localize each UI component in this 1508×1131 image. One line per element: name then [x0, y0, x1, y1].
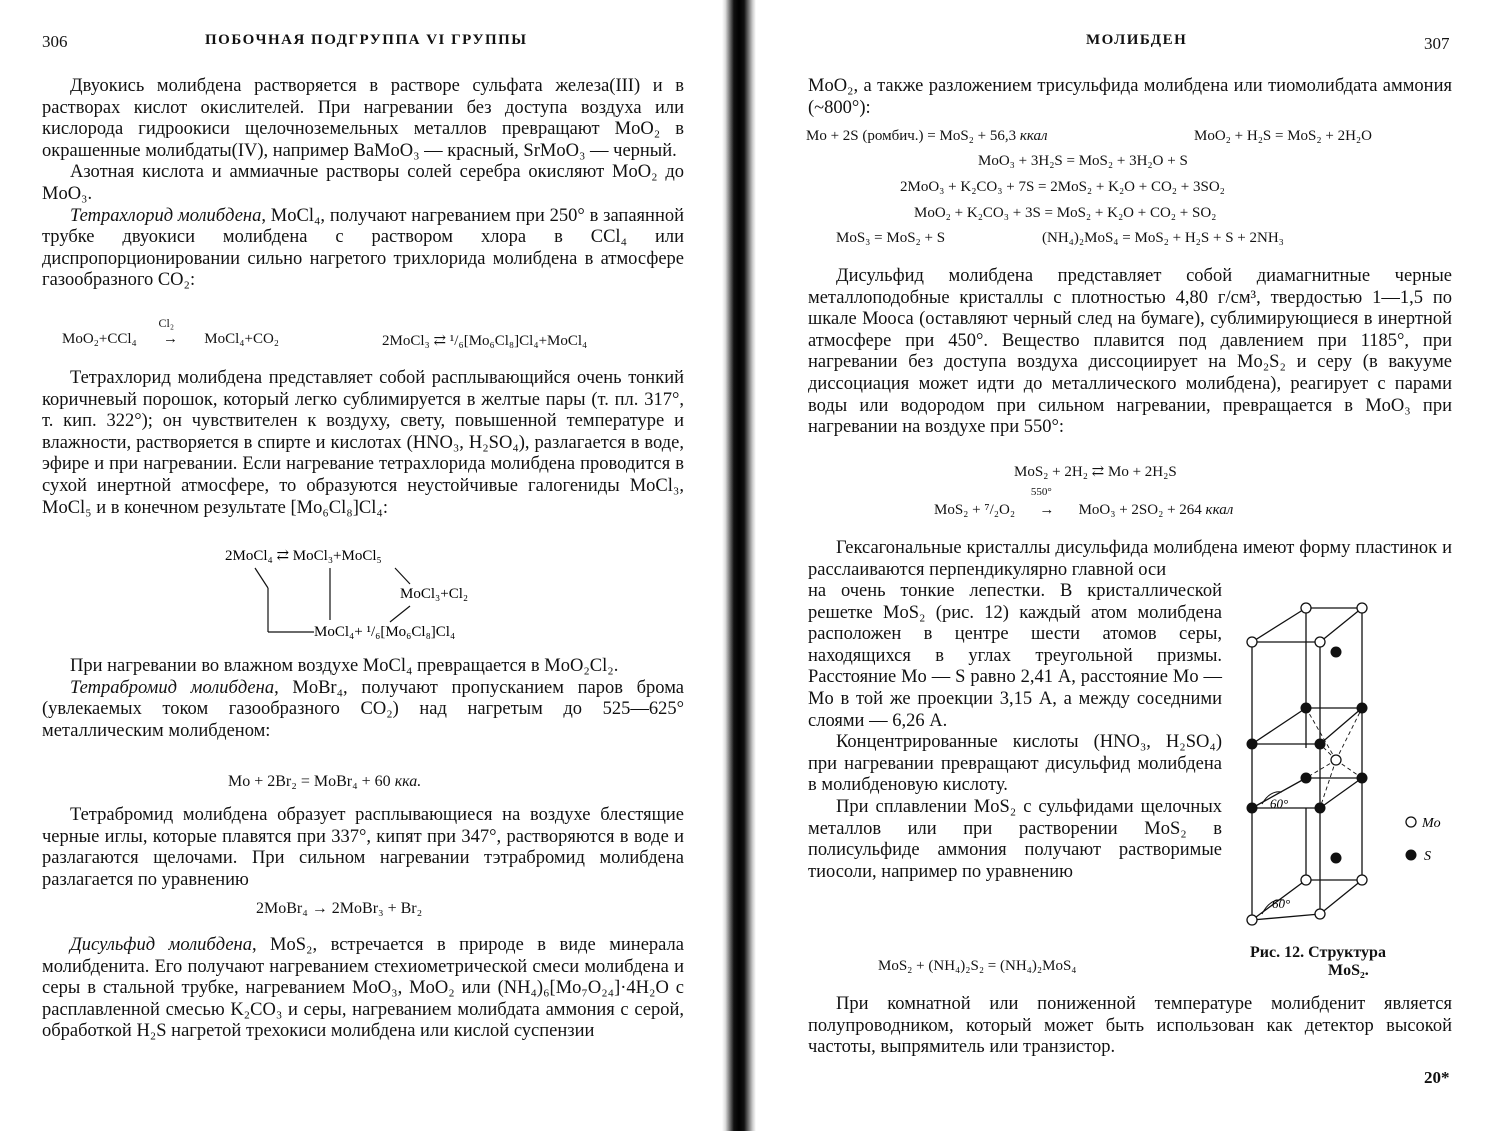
term: Тетрабромид молибдена	[70, 677, 275, 698]
legend-s-label: S	[1424, 849, 1431, 864]
equation-c: MoO₃ + 3H₂S = MoS₂ + 3H₂O + S	[978, 153, 1188, 169]
term: Дисульфид молибдена	[70, 935, 252, 955]
paragraph: При сплавлении MoS₂ с сульфидами щелочных металлов или при растворении MoS₂ в полисульфиде аммония получают растворимые тиосоли, например по уравнению	[808, 796, 1222, 882]
mo-atoms	[1247, 603, 1367, 925]
eq-lhs: MoS₂ + ⁷/₂O₂	[934, 502, 1016, 518]
s-legend-marker	[1406, 850, 1417, 861]
paragraph: MoO₂, а также разложением трисульфида молибдена или тиомолибдата аммония (~800°):	[808, 76, 1452, 118]
prism-edges	[1252, 608, 1362, 920]
signature-mark: 20*	[1424, 1068, 1450, 1087]
eq-unit: ккал	[1019, 128, 1048, 144]
equation-f: MoS₃ = MoS₂ + S	[836, 230, 946, 246]
paragraph-text: , MoS₂, встречается в природе в виде минерала молибденита. Его получают нагреванием стехиометрической смеси молибдена и серы в стальной трубке, нагреванием MoO₃, MoO₂ или (NH₄)₆[Mo₇O₂₄]·4H₂O с расплавленной смесью K₂CO₃ и серы, нагреванием молибдата аммония с серой, обработкой H₂S нагретой трехокиси молибдена или кислой суспензии	[42, 935, 684, 1042]
angle-label-top: 60°	[1270, 796, 1289, 811]
right-page	[756, 0, 1508, 1131]
running-head: ПОБОЧНАЯ ПОДГРУППА VI ГРУППЫ	[205, 32, 528, 48]
equation-a	[806, 128, 1048, 145]
eq-rhs: MoO₃ + 2SO₂ + 264	[1078, 502, 1202, 518]
left-text-block-2	[42, 368, 684, 519]
eq-lhs: MoO₂+CCl₄	[62, 331, 137, 347]
scheme-line-3: MoCl₄+ ¹/₆[Mo₆Cl₈]Cl₄	[314, 624, 456, 640]
eq-unit: ккал	[1205, 502, 1234, 518]
paragraph: Гексагональные кристаллы дисульфида молибдена имеют форму пластинок и расслаиваются перпендикулярно главной оси	[808, 538, 1452, 580]
book-gutter	[722, 0, 756, 1131]
equation-i	[934, 486, 1234, 519]
running-head: МОЛИБДЕН	[1086, 32, 1188, 48]
mos2-structure-figure	[1240, 592, 1462, 940]
left-text-block-5	[42, 935, 684, 1043]
right-text-block-4	[808, 581, 1222, 883]
paragraph: на очень тонкие лепестки. В кристаллической решетке MoS₂ (рис. 12) каждый атом молибдена расположен в центре шести атомов серы, находящихся в углах треугольной призмы. Расстояние Mo — S равно 2,41 A, расстояние Mo — Mo в той же проекции 3,15 A, а между соседними слоями — 6,26 A.	[808, 581, 1222, 731]
catalyst-label: Cl₂	[158, 316, 175, 330]
equation-j: MoS₂ + (NH₄)₂S₂ = (NH₄)₂MoS₄	[878, 958, 1077, 974]
equation-mobr4	[228, 773, 421, 791]
paragraph: Двуокись молибдена растворяется в растворе сульфата железа(III) и в растворах кислот окислителей. При нагревании без доступа воздуха или кислорода гидроокиси щелочноземельных металлов превращают MoO₂ в окрашенные молибдаты(IV), например BaMoO₃ — красный, SrMoO₃ — черный.	[42, 76, 684, 161]
page-number: 307	[1424, 34, 1450, 53]
paragraph	[42, 678, 684, 743]
equation-h: MoS₂ + 2H₂ ⇄ Mo + 2H₂S	[1014, 464, 1177, 480]
left-text-block-3	[42, 656, 684, 742]
paragraph-text: , MoCl₄, получают нагреванием при 250° в запаянной трубке двуокиси молибдена с раствором хлора в CCl₄ или диспропорционировании сильно нагретого трихлорида молибдена в атмосфере газообразного CO₂:	[42, 205, 685, 291]
paragraph: Тетрахлорид молибдена представляет собой расплывающийся очень тонкий коричневый порошок, который легко сублимируется в желтые пары (т. пл. 317°, т. кип. 322°); он чувствителен к воздуху, свету, повышенной температуре и влажности, растворяется в спирте и кислотах (HNO₃, H₂SO₄), разлагается в воде, эфире и при нагревании. Если нагревание тетрахлорида молибдена проводится в сухой инертной атмосфере, то образуются неустойчивые галогениды MoCl₃, MoCl₅ и в конечном результате [Mo₆Cl₈]Cl₄:	[42, 368, 684, 518]
paragraph: При комнатной или пониженной температуре молибденит является полупроводником, который может быть использован как детектор высокой частоты, выпрямитель или транзистор.	[808, 994, 1452, 1058]
figure-legend	[1404, 812, 1458, 868]
eq-body: Mo + 2Br₂ = MoBr₄ + 60	[228, 773, 391, 790]
left-page	[0, 0, 720, 1131]
angle-label-bottom: 60°	[1272, 896, 1291, 911]
paragraph: Дисульфид молибдена представляет собой диамагнитные черные металлоподобные кристаллы с плотностью 4,80 г/см³, твердостью 1—1,5 по шкале Мооса (оставляют черный след на бумаге), сублимирующиеся в инертной атмосфере при 450°. Вещество плавится под давлением при 1185°, при нагревании без доступа воздуха диссоциирует на Mo₂S₂ и серу (в вакууме диссоциация может идти до металлического молибдена), реагирует с парами воды или водородом при сильном нагревании, превращается в MoO₃ при нагревании на воздухе при 550°:	[808, 266, 1452, 438]
eq-unit: кка.	[394, 773, 422, 790]
s-atoms	[1247, 647, 1368, 864]
eq-body: Mo + 2S (ромбич.) = MoS₂ + 56,3	[806, 128, 1017, 144]
paragraph: Азотная кислота и аммиачные растворы солей серебра окисляют MoO₂ до MoO₃.	[42, 162, 684, 204]
paragraph: Концентрированные кислоты (HNO₃, H₂SO₄) при нагревании превращают дисульфид молибдена в молибденовую кислоту.	[808, 732, 1222, 796]
equation-b: MoO₂ + H₂S = MoS₂ + 2H₂O	[1194, 128, 1372, 144]
right-text-block-1	[808, 76, 1452, 119]
paragraph	[42, 935, 684, 1043]
equation-g: (NH₄)₂MoS₄ = MoS₂ + H₂S + S + 2NH₃	[1042, 230, 1284, 246]
equation-e: MoO₂ + K₂CO₃ + 3S = MoS₂ + K₂O + CO₂ + SO₂	[914, 205, 1217, 221]
reaction-arrow: 550° →	[1030, 486, 1055, 518]
decomposition-scheme	[220, 540, 520, 648]
left-text-block-1	[42, 76, 684, 292]
equation-d: 2MoO₃ + K₂CO₃ + 7S = 2MoS₂ + K₂O + CO₂ + 3SO₂	[900, 179, 1225, 195]
figure-caption-line-2: MoS₂.	[1328, 962, 1369, 979]
equation-mobr3: 2MoBr₄ → 2MoBr₃ + Br₂	[256, 900, 423, 917]
left-text-block-4	[42, 805, 684, 891]
paragraph-text: , MoBr₄, получают пропусканием паров брома (увлекаемых током газообразного CO₂) над нагретым до 525—625° металлическим молибденом:	[42, 677, 684, 741]
condition-label: 550°	[1030, 486, 1052, 498]
figure-caption-line-1: Рис. 12. Структура	[1250, 944, 1386, 961]
scheme-line-2: MoCl₃+Cl₂	[400, 586, 469, 602]
mo-legend-marker	[1406, 817, 1416, 827]
paragraph: При нагревании во влажном воздухе MoCl₄ превращается в MoO₂Cl₂.	[70, 656, 619, 676]
legend-mo-label: Mo	[1422, 816, 1441, 831]
reaction-arrow: Cl₂ →	[158, 316, 179, 347]
right-text-block-3	[808, 538, 1452, 581]
paragraph	[42, 206, 684, 292]
equation-mocl3: 2MoCl₃ ⇄ ¹/₆[Mo₆Cl₈]Cl₄+MoCl₄	[382, 333, 588, 349]
term: Тетрахлорид молибдена	[70, 205, 262, 226]
right-text-block-2	[808, 266, 1452, 439]
scheme-line-1: 2MoCl₄ ⇄ MoCl₃+MoCl₅	[225, 548, 382, 564]
eq-rhs: MoCl₄+CO₂	[204, 331, 280, 347]
paragraph: Тетрабромид молибдена образует расплывающиеся на воздухе блестящие черные иглы, которые плавятся при 337°, кипят при 347°, растворяются в воде и разлагаются щелочами. При сильном нагревании тэтрабромид молибдена разлагается по уравнению	[42, 805, 684, 890]
right-text-block-5	[808, 994, 1452, 1059]
equation-mocl4	[62, 316, 280, 348]
page-number: 306	[42, 32, 68, 51]
